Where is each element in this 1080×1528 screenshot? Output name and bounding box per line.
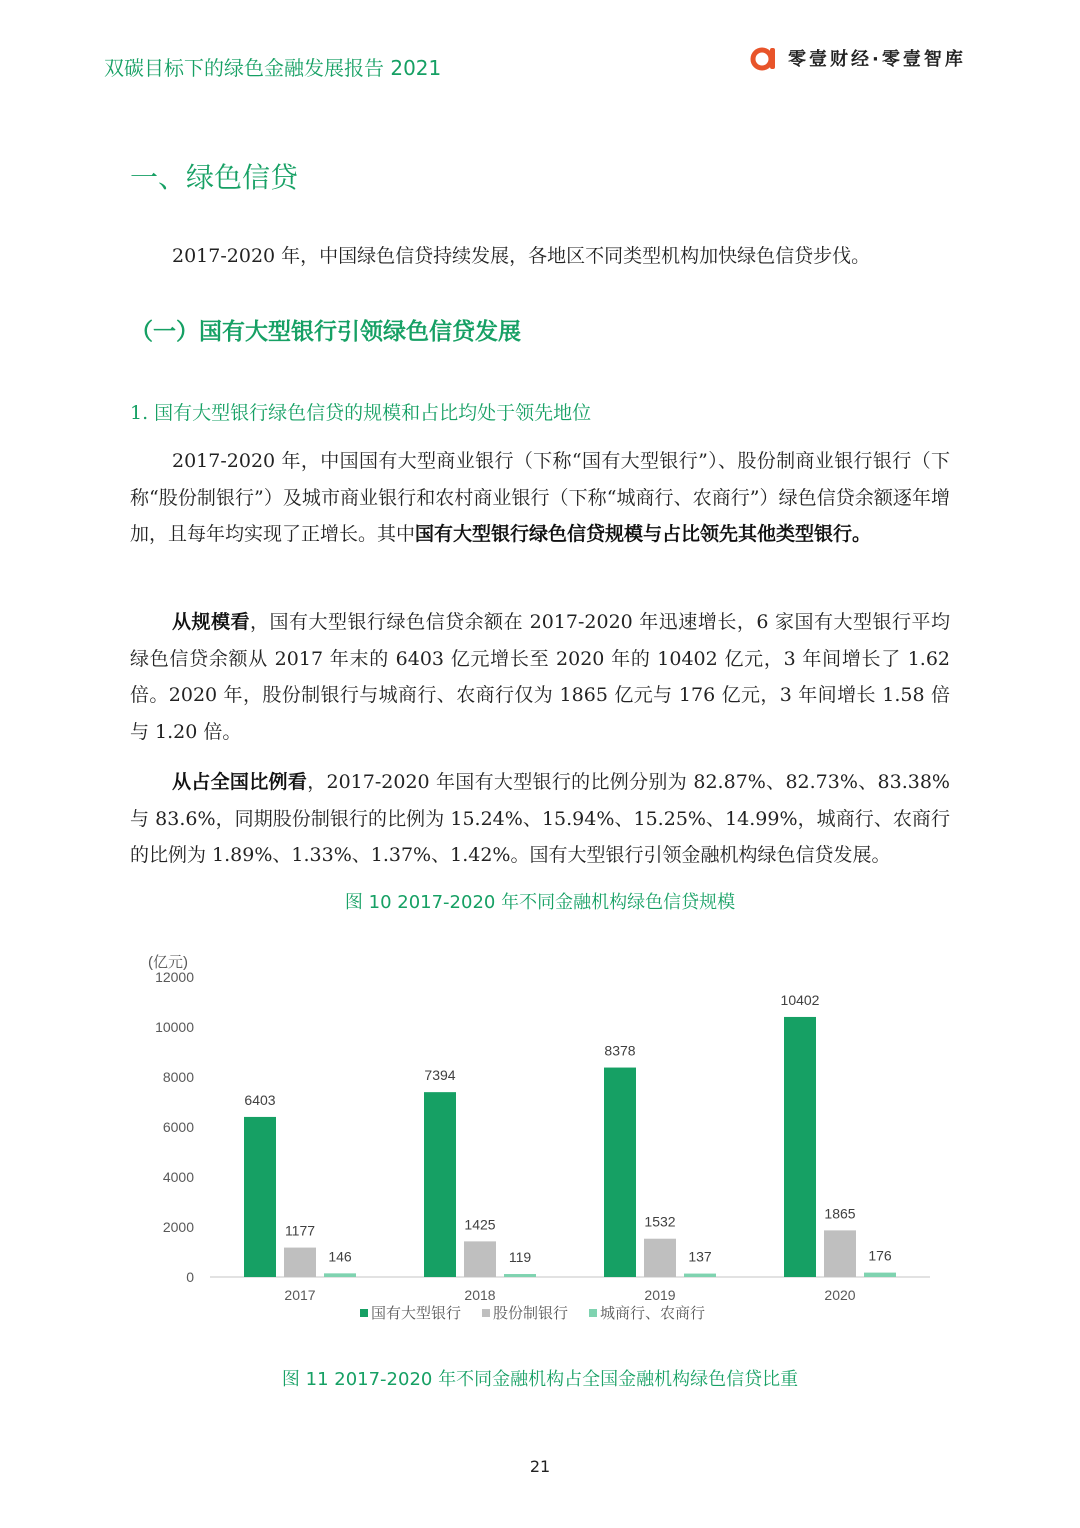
bar xyxy=(284,1248,316,1277)
legend-label: 股份制银行 xyxy=(493,1305,569,1322)
legend-label: 城商行、农商行 xyxy=(600,1305,706,1322)
section-heading: 一、绿色信贷 xyxy=(130,161,299,194)
bar-data-label: 8378 xyxy=(604,1042,636,1059)
brand-name: 零壹财经·零壹智库 xyxy=(788,49,966,70)
bar-data-label: 1425 xyxy=(464,1216,496,1233)
x-tick-label: 2019 xyxy=(644,1287,676,1303)
subsection-heading: （一）国有大型银行引领绿色信贷发展 xyxy=(130,319,521,345)
legend-swatch xyxy=(360,1309,368,1317)
bar-data-label: 6403 xyxy=(244,1091,276,1108)
y-axis-label: (亿元) xyxy=(148,954,188,971)
bar-data-label: 176 xyxy=(868,1247,892,1264)
bar xyxy=(784,1017,816,1277)
figure-11-caption: 图 11 2017-2020 年不同金融机构占全国金融机构绿色信贷比重 xyxy=(281,1369,799,1390)
bar xyxy=(324,1273,356,1277)
x-tick-label: 2020 xyxy=(824,1287,856,1303)
figure-10-caption: 图 10 2017-2020 年不同金融机构绿色信贷规模 xyxy=(344,892,736,913)
bar xyxy=(504,1274,536,1277)
page-number: 21 xyxy=(529,1457,551,1476)
bar-data-label: 1177 xyxy=(284,1222,316,1239)
bar xyxy=(424,1092,456,1277)
bar xyxy=(464,1241,496,1277)
bar-data-label: 1532 xyxy=(644,1213,676,1230)
bar xyxy=(244,1117,276,1277)
bar-data-label: 146 xyxy=(328,1248,352,1265)
bar xyxy=(604,1068,636,1277)
bar xyxy=(864,1273,896,1277)
bar-chart xyxy=(130,945,950,1335)
brand-logo xyxy=(750,44,966,72)
bar-data-label: 10402 xyxy=(780,991,820,1008)
point-heading: 1. 国有大型银行绿色信贷的规模和占比均处于领先地位 xyxy=(130,402,592,424)
y-tick-label: 6000 xyxy=(162,1119,194,1135)
paragraph-2: 从规模看，国有大型银行绿色信贷余额在 2017-2020 年迅速增长，6 家国有大型银行平均绿色信贷余额从 2017 年末的 6403 亿元增长至 2020 年的 10402 亿元，3 年间增长了 1.62 倍。2020 年，股份制银行与城商行、农商行仅为 1865 亿元与 176 亿元，3 年间增长 1.58 倍与 1.20 倍。 xyxy=(130,611,950,743)
y-tick-label: 2000 xyxy=(162,1219,194,1235)
figure-10-chart xyxy=(130,945,950,1335)
legend-swatch xyxy=(589,1309,597,1317)
paragraph-1: 2017-2020 年，中国国有大型商业银行（下称“国有大型银行”）、股份制商业银行银行（下称“股份制银行”）及城市商业银行和农村商业银行（下称“城商行、农商行”）绿色信贷余额逐年增加，且每年均实现了正增长。其中国有大型银行绿色信贷规模与占比领先其他类型银行。 xyxy=(130,450,950,545)
legend-label: 国有大型银行 xyxy=(371,1305,462,1322)
y-tick-label: 0 xyxy=(186,1269,194,1285)
bar xyxy=(644,1239,676,1277)
bar xyxy=(824,1230,856,1277)
y-tick-label: 12000 xyxy=(155,969,194,985)
y-tick-label: 8000 xyxy=(162,1069,194,1085)
header-title: 双碳目标下的绿色金融发展报告 2021 xyxy=(104,56,442,80)
brand-logo-icon xyxy=(750,44,778,72)
bar-data-label: 7394 xyxy=(424,1067,456,1084)
intro-paragraph: 2017-2020 年，中国绿色信贷持续发展，各地区不同类型机构加快绿色信贷步伐。 xyxy=(172,245,871,267)
paragraph-3: 从占全国比例看，2017-2020 年国有大型银行的比例分别为 82.87%、82.73%、83.38%与 83.6%，同期股份制银行的比例为 15.24%、15.94%、15.25%、14.99%，城商行、农商行的比例为 1.89%、1.33%、1.37%、1.42%。国有大型银行引领金融机构绿色信贷发展。 xyxy=(130,771,950,866)
x-tick-label: 2018 xyxy=(464,1287,496,1303)
bar-data-label: 1865 xyxy=(824,1205,856,1222)
bar-data-label: 137 xyxy=(688,1248,712,1265)
y-tick-label: 4000 xyxy=(162,1169,194,1185)
bar-data-label: 119 xyxy=(508,1249,532,1266)
bar xyxy=(684,1274,716,1277)
y-tick-label: 10000 xyxy=(155,1019,194,1035)
x-tick-label: 2017 xyxy=(284,1287,316,1303)
legend-swatch xyxy=(482,1309,490,1317)
